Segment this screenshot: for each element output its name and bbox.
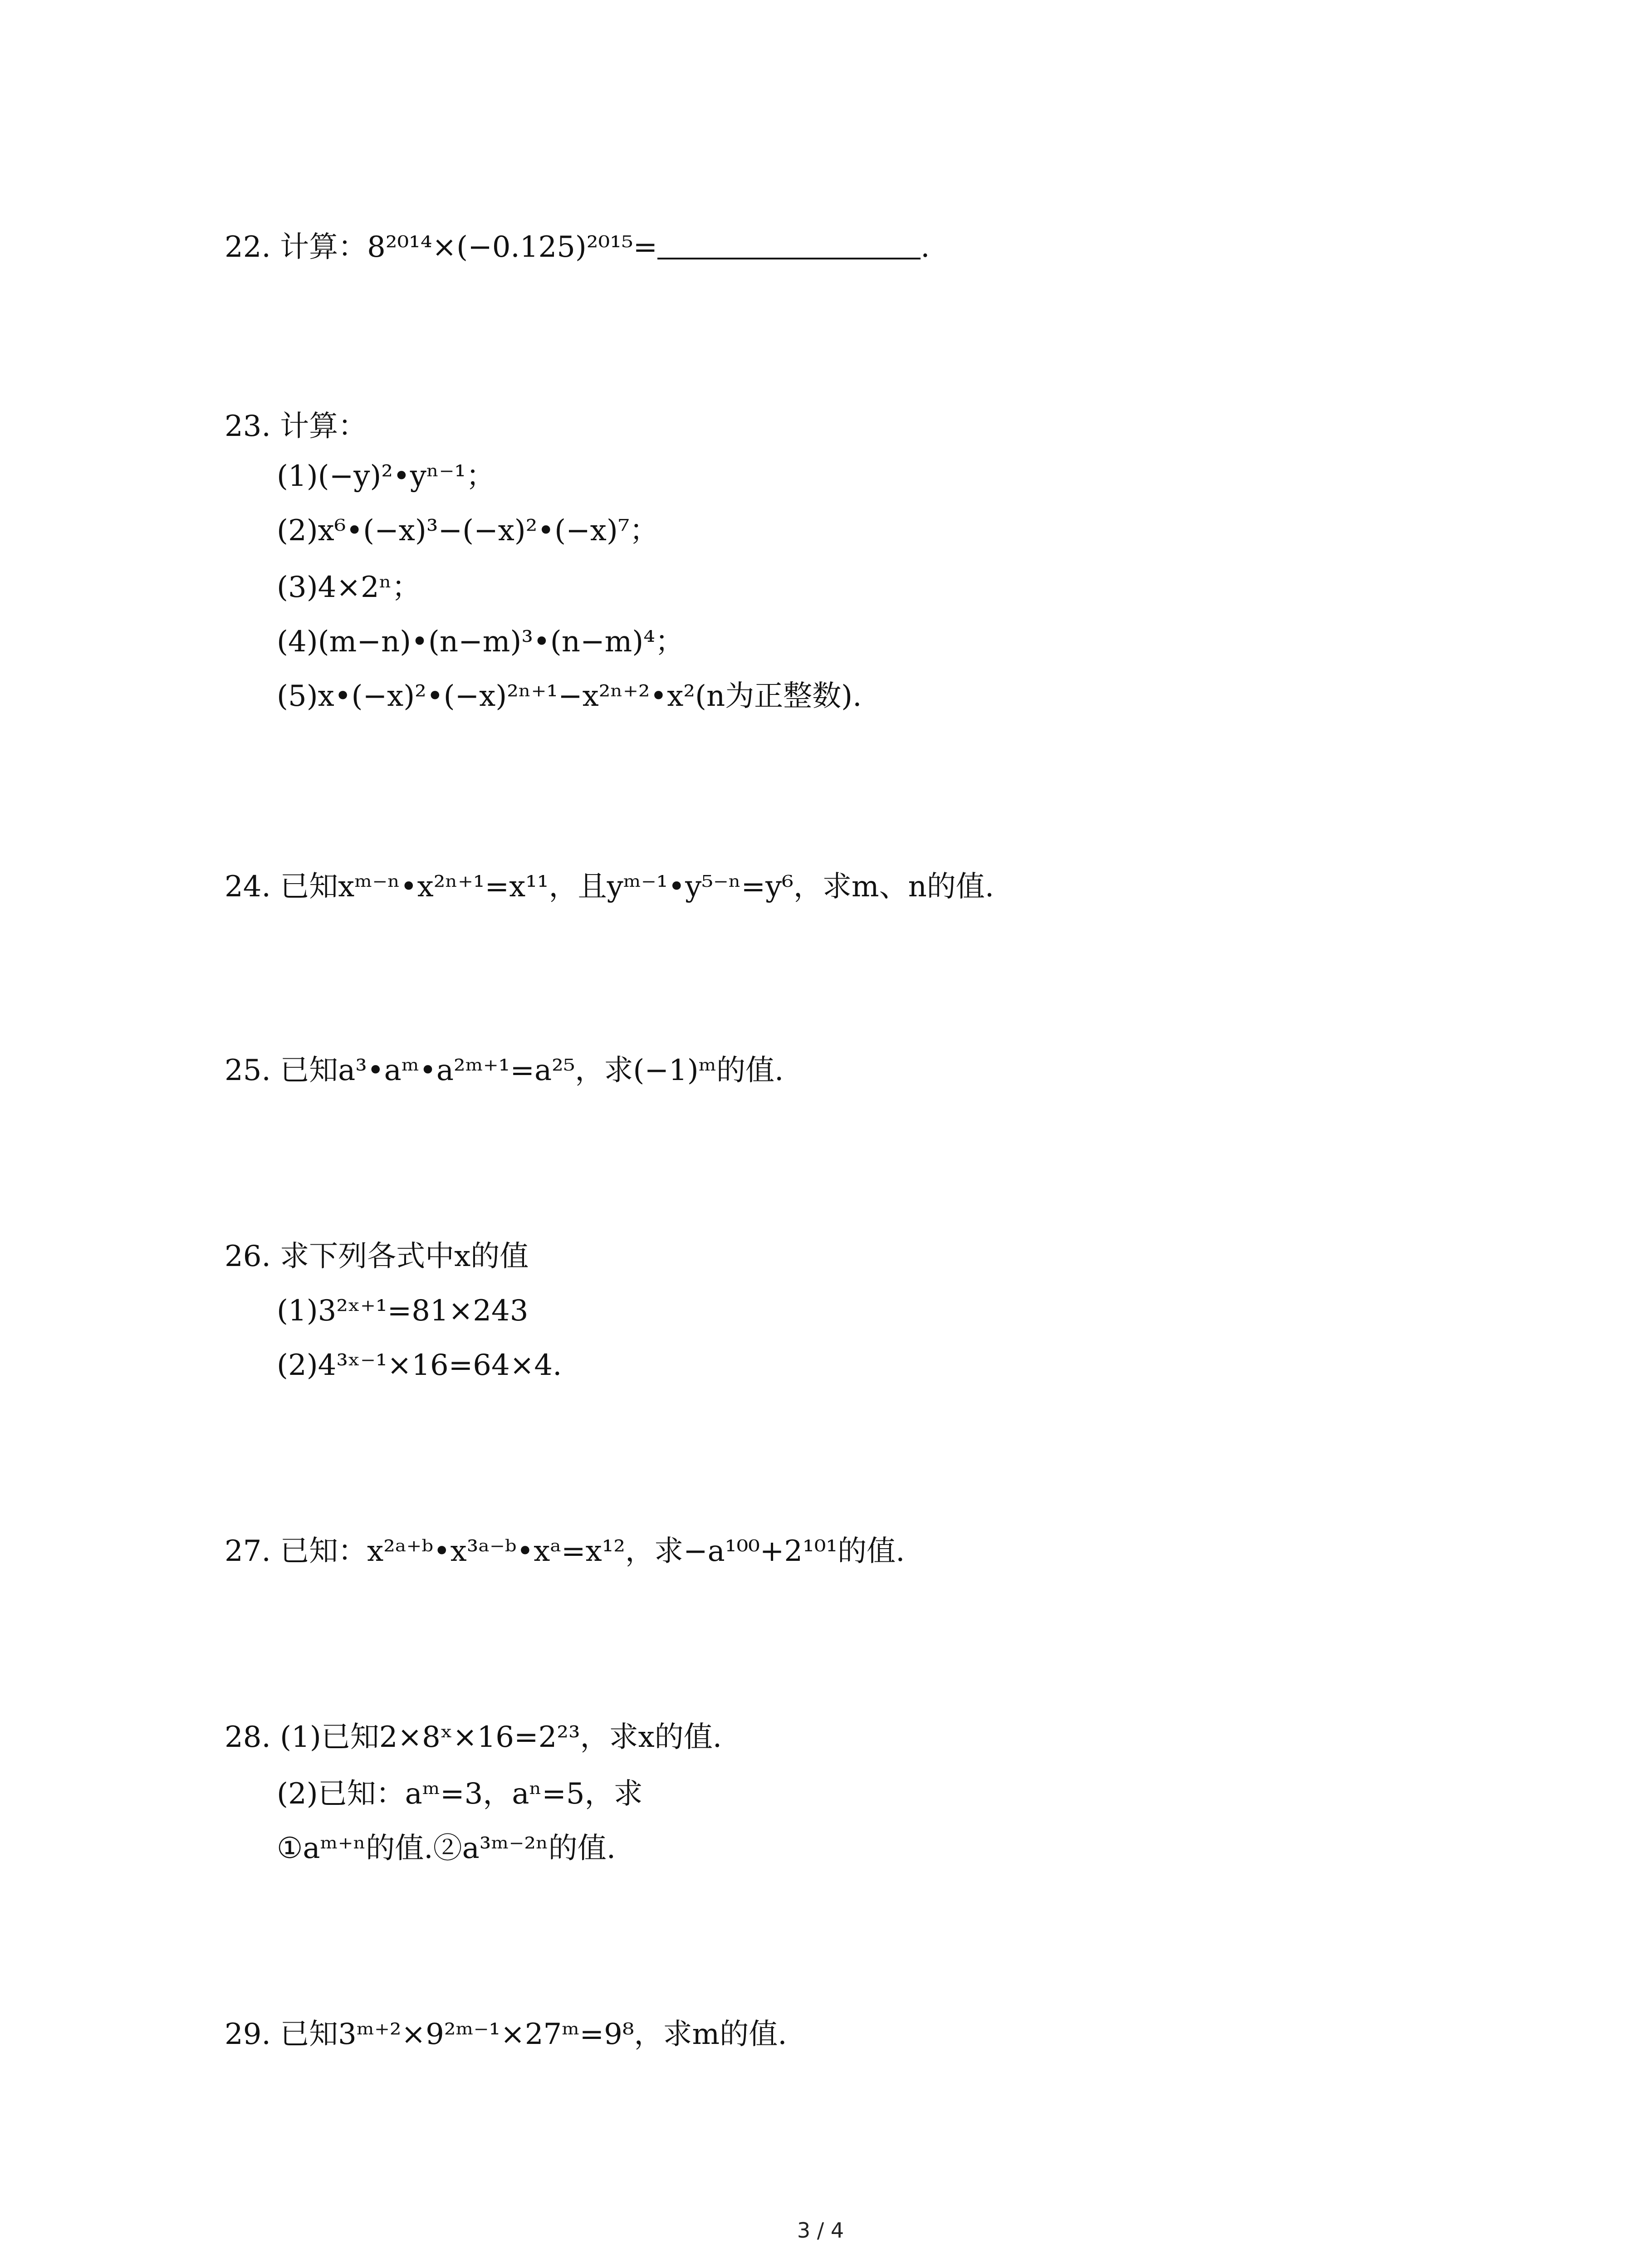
question-25 — [225, 1052, 784, 1089]
question-number: 23. — [225, 410, 271, 443]
question-label: 计算： — [280, 410, 367, 443]
page-number: 3 / 4 — [797, 2218, 844, 2243]
question-number: 26. — [225, 1240, 271, 1273]
question-26-item-2: (2)4³ˣ⁻¹×16=64×4. — [277, 1349, 562, 1382]
question-text: 已知a³•aᵐ•a²ᵐ⁺¹=a²⁵，求(−1)ᵐ的值. — [280, 1054, 784, 1087]
question-label: 求下列各式中x的值 — [280, 1240, 529, 1273]
question-number: 27. — [225, 1535, 271, 1568]
question-text: (1)已知2×8ˣ×16=2²³，求x的值. — [280, 1721, 722, 1754]
question-23-item-3: (3)4×2ⁿ； — [277, 571, 421, 604]
question-23 — [225, 408, 367, 445]
question-23-item-2: (2)x⁶•(−x)³−(−x)²•(−x)⁷； — [277, 514, 659, 547]
question-text: 已知：x²ᵃ⁺ᵇ•x³ᵃ⁻ᵇ•xᵃ=x¹²，求−a¹⁰⁰+2¹⁰¹的值. — [280, 1535, 905, 1568]
question-text: 已知xᵐ⁻ⁿ•x²ⁿ⁺¹=x¹¹，且yᵐ⁻¹•y⁵⁻ⁿ=y⁶，求m、n的值. — [280, 870, 994, 904]
question-26-item-1: (1)3²ˣ⁺¹=81×243 — [277, 1294, 529, 1328]
question-28-item-2: (2)已知：aᵐ=3，aⁿ=5，求 — [277, 1777, 643, 1811]
question-expression: 8²⁰¹⁴×(−0.125)²⁰¹⁵= — [367, 230, 658, 264]
question-text: 已知3ᵐ⁺²×9²ᵐ⁻¹×27ᵐ=9⁸，求m的值. — [280, 2018, 787, 2051]
question-22 — [225, 229, 930, 265]
question-28-item-3: ①aᵐ⁺ⁿ的值.②a³ᵐ⁻²ⁿ的值. — [277, 1832, 616, 1865]
question-27 — [225, 1533, 905, 1569]
question-number: 29. — [225, 2018, 271, 2051]
question-28-item-1 — [225, 1719, 722, 1755]
question-23-item-4: (4)(m−n)•(n−m)³•(n−m)⁴； — [277, 625, 684, 659]
question-24 — [225, 869, 994, 905]
question-23-item-1: (1)(−y)²•yⁿ⁻¹； — [277, 459, 495, 493]
question-label: 计算： — [280, 230, 367, 264]
question-23-item-5: (5)x•(−x)²•(−x)²ⁿ⁺¹−x²ⁿ⁺²•x²(n为正整数). — [277, 679, 862, 713]
answer-blank[interactable] — [657, 232, 921, 259]
question-number: 28. — [225, 1721, 271, 1754]
question-number: 22. — [225, 230, 271, 264]
question-26 — [225, 1238, 529, 1275]
question-29 — [225, 2016, 787, 2053]
question-number: 25. — [225, 1054, 271, 1087]
question-end-mark: . — [921, 230, 930, 264]
question-number: 24. — [225, 870, 271, 904]
